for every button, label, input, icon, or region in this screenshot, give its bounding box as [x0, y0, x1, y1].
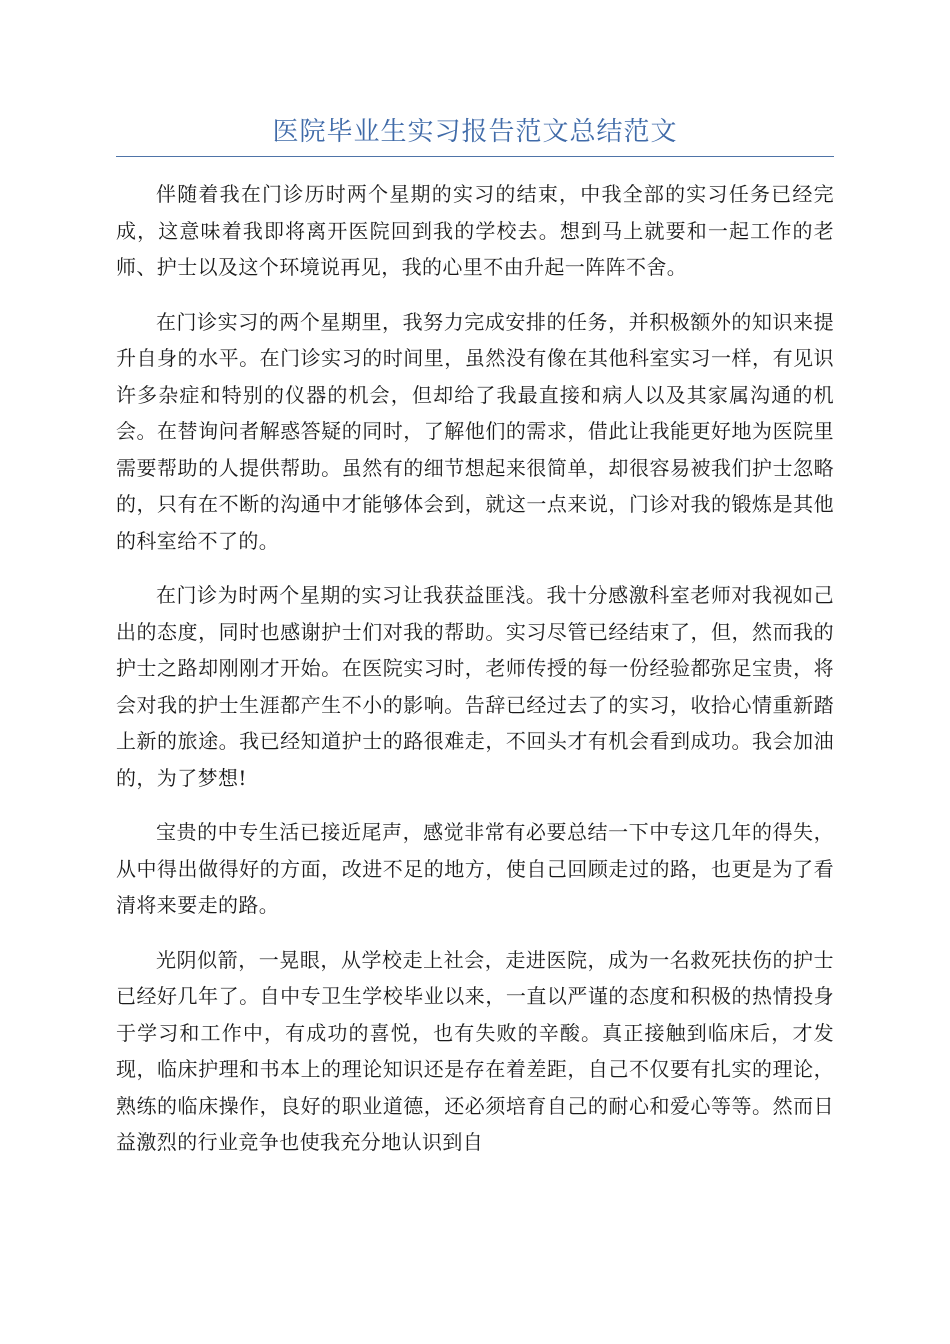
- paragraph-3: 在门诊为时两个星期的实习让我获益匪浅。我十分感激科室老师对我视如己出的态度，同时也感谢护士们对我的帮助。实习尽管已经结束了，但，然而我的护士之路却刚刚才开始。在医院实习时，老师传授的每一份经验都弥足宝贵，将会对我的护士生涯都产生不小的影响。告辞已经过去了的实习，收拾心情重新踏上新的旅途。我已经知道护士的路很难走，不回头才有机会看到成功。我会加油的，为了梦想!: [116, 583, 834, 790]
- paragraph-5: 光阴似箭，一晃眼，从学校走上社会，走进医院，成为一名救死扶伤的护士已经好几年了。自中专卫生学校毕业以来，一直以严谨的态度和积极的热情投身于学习和工作中，有成功的喜悦，也有失败的辛酸。真正接触到临床后，才发现，临床护理和书本上的理论知识还是存在着差距，自己不仅要有扎实的理论，熟练的临床操作，良好的职业道德，还必须培育自己的耐心和爱心等等。然而日益激烈的行业竞争也使我充分地认识到自: [116, 947, 834, 1154]
- paragraph-2: 在门诊实习的两个星期里，我努力完成安排的任务，并积极额外的知识来提升自身的水平。在门诊实习的时间里，虽然没有像在其他科室实习一样，有见识许多杂症和特别的仪器的机会，但却给了我最直接和病人以及其家属沟通的机会。在替询问者解惑答疑的同时，了解他们的需求，借此让我能更好地为医院里需要帮助的人提供帮助。虽然有的细节想起来很简单，却很容易被我们护士忽略的，只有在不断的沟通中才能够体会到，就这一点来说，门诊对我的锻炼是其他的科室给不了的。: [116, 309, 834, 553]
- paragraph-4: 宝贵的中专生活已接近尾声，感觉非常有必要总结一下中专这几年的得失，从中得出做得好的方面，改进不足的地方，使自己回顾走过的路，也更是为了看清将来要走的路。: [116, 820, 834, 917]
- document-body: [116, 176, 834, 1179]
- title-block: [116, 112, 834, 157]
- document-title: 医院毕业生实习报告范文总结范文: [272, 117, 678, 147]
- paragraph-1: 伴随着我在门诊历时两个星期的实习的结束，中我全部的实习任务已经完成，这意味着我即将离开医院回到我的学校去。想到马上就要和一起工作的老师、护士以及这个环境说再见，我的心里不由升起一阵阵不舍。: [116, 182, 834, 279]
